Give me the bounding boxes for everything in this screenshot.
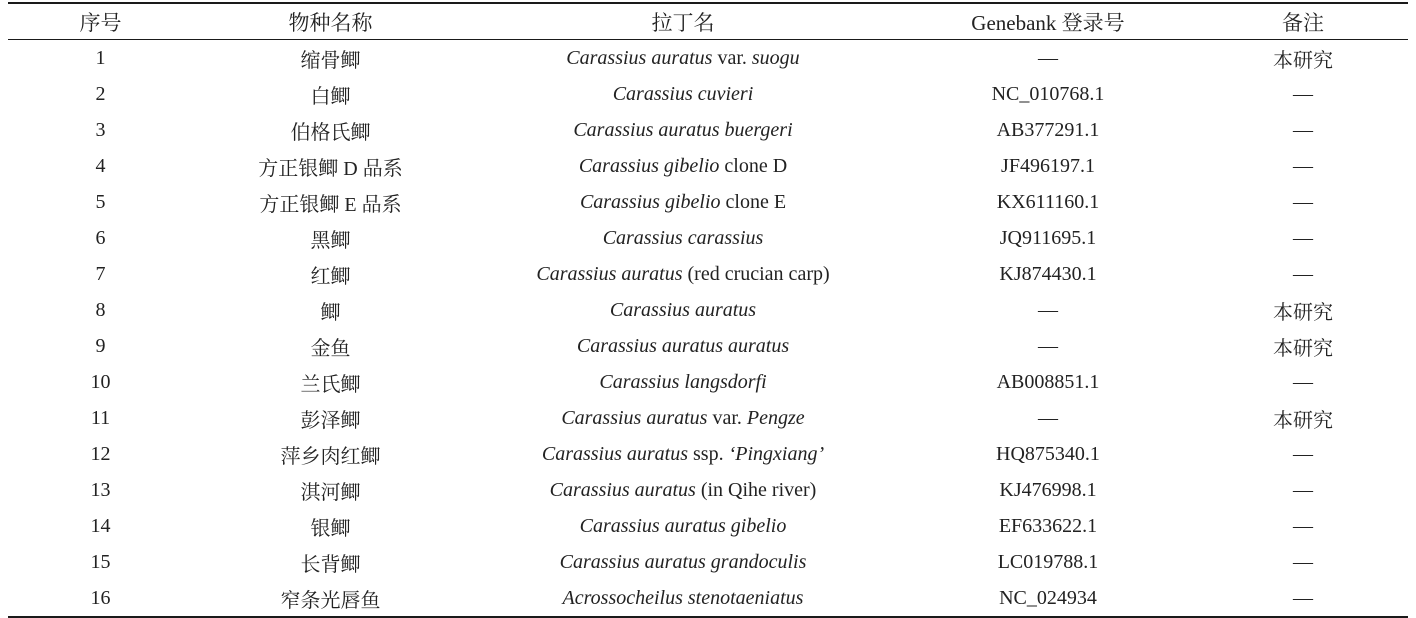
cell-note: — [1293,550,1313,573]
table-row [8,328,1408,364]
cell-species-name: 缩骨鲫 [300,49,361,72]
cell-note: — [1293,190,1313,213]
cell-note: — [1293,370,1313,393]
species-table [8,2,1408,618]
cell-species-name: 萍乡肉红鲫 [280,445,381,468]
table-row [8,40,1408,77]
cell-species-name: 淇河鲫 [300,481,361,504]
cell-note: 本研究 [1273,337,1333,360]
cell-latin-name [468,148,898,184]
cell-species-name: 黑鲫 [310,229,351,252]
cell-latin-name [468,508,898,544]
latin-name-segment: Carassius langsdorfi [599,370,767,393]
cell-genbank-accession: NC_010768.1 [991,82,1105,105]
cell-note: — [1293,514,1313,537]
latin-name-segment: Pengze [746,406,805,429]
cell-genbank-accession: HQ875340.1 [996,442,1100,465]
cell-index: 3 [95,118,106,141]
latin-name-segment: ‘Pingxiang’ [728,442,825,465]
cell-latin-name [468,580,898,617]
cell-latin-name [468,184,898,220]
cell-genbank-accession: JF496197.1 [1001,154,1095,177]
latin-name-segment: ssp. [688,442,729,465]
latin-name-segment: suogu [751,46,800,69]
latin-name-segment: Carassius gibelio [578,154,720,177]
table-row [8,472,1408,508]
latin-name-segment: Carassius gibelio [579,190,721,213]
cell-index: 14 [90,514,111,537]
cell-index: 11 [90,406,111,429]
latin-name-segment: Carassius auratus [541,442,689,465]
cell-species-name: 伯格氏鲫 [290,121,371,144]
cell-index: 12 [90,442,111,465]
table-row [8,76,1408,112]
latin-name-segment: clone D [719,154,788,177]
cell-note: — [1293,82,1313,105]
cell-species-name: 鲫 [320,301,341,324]
cell-latin-name [468,400,898,436]
cell-species-name: 方正银鲫 D 品系 [258,157,403,180]
cell-genbank-accession: EF633622.1 [998,514,1098,537]
latin-name-segment: clone E [720,190,787,213]
cell-genbank-accession: AB008851.1 [996,370,1100,393]
cell-genbank-accession: KX611160.1 [996,190,1100,213]
cell-species-name: 银鲫 [310,517,351,540]
table-row [8,364,1408,400]
cell-latin-name [468,292,898,328]
cell-latin-name [468,436,898,472]
header-latin-name: 拉丁名 [651,10,715,35]
table-row [8,292,1408,328]
cell-note: — [1293,262,1313,285]
cell-note: — [1293,226,1313,249]
cell-index: 15 [90,550,111,573]
cell-latin-name [468,112,898,148]
table-row [8,184,1408,220]
latin-name-segment: Carassius auratus buergeri [573,118,793,141]
table-body [8,40,1408,618]
cell-note: — [1293,118,1313,141]
cell-index: 8 [95,298,106,321]
cell-latin-name [468,256,898,292]
latin-name-segment: Carassius auratus [561,406,708,429]
cell-genbank-accession: KJ476998.1 [999,478,1097,501]
cell-note: — [1293,586,1313,609]
cell-genbank-accession: KJ874430.1 [999,262,1097,285]
table-row [8,400,1408,436]
cell-note: — [1293,442,1313,465]
header-species-name: 物种名称 [288,10,373,35]
header-row [8,3,1408,40]
cell-note: 本研究 [1273,301,1333,324]
cell-species-name: 方正银鲫 E 品系 [259,193,402,216]
latin-name-segment: Carassius carassius [602,226,764,249]
header-note: 备注 [1282,10,1324,35]
cell-species-name: 长背鲫 [300,553,361,576]
cell-latin-name [468,220,898,256]
table-row [8,508,1408,544]
latin-name-segment: Carassius auratus [566,46,713,69]
latin-name-segment: Carassius auratus grandoculis [559,550,807,573]
table-row [8,436,1408,472]
cell-latin-name [468,76,898,112]
cell-species-name: 彭泽鲫 [300,409,361,432]
latin-name-segment: (red crucian carp) [682,262,830,285]
table-row [8,220,1408,256]
header-genbank-accession: Genebank 登录号 [971,10,1125,35]
cell-latin-name [468,472,898,508]
cell-genbank-accession: — [1038,334,1058,357]
table-row [8,580,1408,617]
cell-latin-name [468,40,898,77]
latin-name-segment: Carassius auratus [549,478,696,501]
cell-genbank-accession: — [1038,298,1058,321]
table-row [8,148,1408,184]
cell-species-name: 红鲫 [310,265,351,288]
cell-species-name: 金鱼 [310,337,351,360]
latin-name-segment: var. [707,406,747,429]
latin-name-segment: Carassius auratus gibelio [579,514,787,537]
cell-species-name: 兰氏鲫 [300,373,361,396]
latin-name-segment: var. [712,46,752,69]
cell-note: — [1293,478,1313,501]
cell-index: 4 [95,154,106,177]
cell-index: 2 [95,82,106,105]
table-row [8,256,1408,292]
table-row [8,544,1408,580]
cell-index: 1 [95,46,106,69]
cell-index: 13 [90,478,111,501]
cell-index: 16 [90,586,111,609]
cell-index: 6 [95,226,106,249]
cell-index: 10 [90,370,111,393]
latin-name-segment: Acrossocheilus stenotaeniatus [562,586,804,609]
cell-note: 本研究 [1273,409,1333,432]
cell-genbank-accession: NC_024934 [999,586,1097,609]
header-index: 序号 [79,10,122,35]
latin-name-segment: (in Qihe river) [695,478,817,501]
table-row [8,112,1408,148]
cell-note: 本研究 [1273,49,1333,72]
cell-genbank-accession: JQ911695.1 [999,226,1097,249]
cell-species-name: 窄条光唇鱼 [280,589,381,612]
latin-name-segment: Carassius cuvieri [612,82,754,105]
cell-genbank-accession: LC019788.1 [997,550,1099,573]
cell-species-name: 白鲫 [310,85,351,108]
cell-index: 7 [95,262,106,285]
cell-note: — [1293,154,1313,177]
latin-name-segment: Carassius auratus auratus [576,334,790,357]
cell-genbank-accession: — [1038,46,1058,69]
table-header [8,3,1408,40]
cell-index: 5 [95,190,106,213]
latin-name-segment: Carassius auratus [609,298,757,321]
cell-latin-name [468,328,898,364]
cell-latin-name [468,364,898,400]
latin-name-segment: Carassius auratus [536,262,683,285]
cell-genbank-accession: — [1038,406,1058,429]
cell-genbank-accession: AB377291.1 [996,118,1100,141]
cell-index: 9 [95,334,106,357]
cell-latin-name [468,544,898,580]
